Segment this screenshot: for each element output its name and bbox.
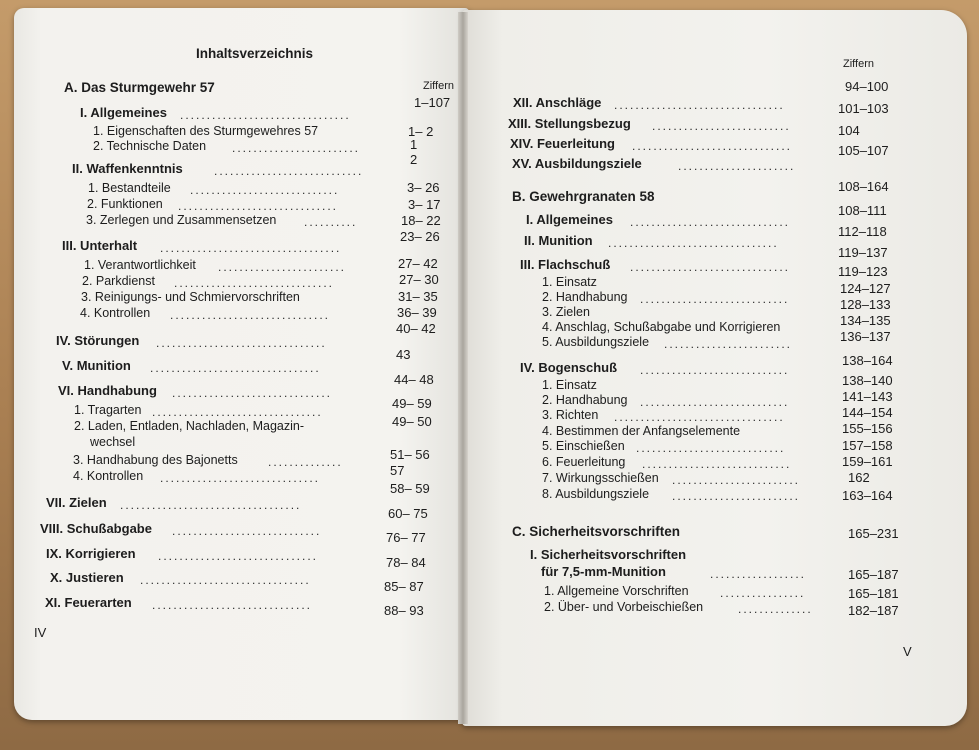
toc-num: 43	[396, 347, 411, 362]
leader-dots: ............................	[642, 457, 792, 471]
toc-num: 88– 93	[384, 603, 424, 618]
toc-num: 138–140	[842, 373, 893, 388]
toc-num: 94–100	[845, 79, 889, 94]
toc-num: 165–231	[848, 526, 899, 541]
toc-chapter: VII. Zielen	[46, 495, 107, 510]
toc-num: 18– 22	[401, 213, 441, 228]
toc-item: 5. Einschießen	[542, 439, 625, 453]
leader-dots: ............................	[640, 395, 790, 409]
toc-chapter: XII. Anschläge	[513, 95, 602, 110]
leader-dots: ................................	[608, 236, 779, 250]
leader-dots: ................................	[180, 108, 351, 122]
leader-dots: ........................	[218, 260, 347, 274]
leader-dots: ..........	[304, 215, 358, 229]
toc-num: 128–133	[840, 297, 891, 312]
toc-num: 163–164	[842, 488, 893, 503]
leader-dots: ............................	[640, 363, 790, 377]
leader-dots: ................................	[152, 405, 323, 419]
toc-num: 119–123	[838, 264, 888, 279]
toc-chapter: XV. Ausbildungsziele	[512, 156, 642, 171]
leader-dots: ................................	[614, 410, 785, 424]
book-spine	[458, 12, 468, 724]
toc-num: 162	[848, 470, 870, 485]
toc-item: 1. Allgemeine Vorschriften	[544, 584, 689, 598]
page-number-right: V	[903, 644, 912, 659]
toc-chapter: IV. Bogenschuß	[520, 360, 618, 375]
toc-num: 101–103	[838, 101, 889, 116]
leader-dots: ......................	[678, 159, 796, 173]
toc-num: 104	[838, 123, 860, 138]
toc-num: 3– 17	[408, 197, 441, 212]
leader-dots: ..............................	[170, 308, 331, 322]
toc-chapter: VIII. Schußabgabe	[40, 521, 152, 536]
toc-num: 1– 2	[408, 124, 434, 139]
leader-dots: ........................	[664, 337, 793, 351]
toc-num: 85– 87	[384, 579, 424, 594]
toc-num: 108–164	[838, 179, 889, 194]
toc-num: 165–187	[848, 567, 899, 582]
leader-dots: ..............................	[630, 215, 791, 229]
toc-item: 4. Kontrollen	[73, 469, 144, 483]
leader-dots: ..............	[738, 602, 813, 616]
toc-chapter: XI. Feuerarten	[45, 595, 132, 610]
leader-dots: ..............................	[172, 386, 333, 400]
toc-item: 2. Handhabung	[542, 393, 628, 407]
toc-num: 23– 26	[400, 229, 440, 244]
toc-chapter: III. Unterhalt	[62, 238, 138, 253]
toc-num: 182–187	[848, 603, 899, 618]
toc-num: 155–156	[842, 421, 893, 436]
leader-dots: ................................	[156, 336, 327, 350]
toc-num: 105–107	[838, 143, 889, 158]
leader-dots: ..............................	[160, 471, 321, 485]
toc-num: 108–111	[838, 203, 887, 218]
toc-num: 119–137	[838, 245, 888, 260]
toc-item: 3. Reinigungs- und Schmiervorschriften	[81, 290, 300, 304]
leader-dots: ..............................	[632, 139, 793, 153]
leader-dots: ........................	[672, 473, 801, 487]
toc-num: 124–127	[840, 281, 891, 296]
toc-item: 8. Ausbildungsziele	[542, 487, 650, 501]
toc-item: 5. Ausbildungsziele	[542, 335, 650, 349]
toc-item: 4. Bestimmen der Anfangselemente	[542, 424, 741, 438]
toc-num: 3– 26	[407, 180, 440, 195]
toc-num: 58– 59	[390, 481, 430, 496]
leader-dots: ............................	[636, 441, 786, 455]
toc-chapter: für 7,5-mm-Munition	[541, 564, 666, 579]
toc-item: 1. Bestandteile	[88, 181, 171, 195]
toc-chapter: II. Waffenkenntnis	[72, 161, 183, 176]
leader-dots: ............................	[172, 524, 322, 538]
page-number-left: IV	[34, 625, 47, 640]
leader-dots: ..................................	[120, 498, 302, 512]
ziffern-label-right: Ziffern	[843, 58, 874, 70]
toc-item: 3. Handhabung des Bajonetts	[73, 453, 238, 467]
toc-num: 112–118	[838, 224, 887, 239]
toc-item: 1. Verantwortlichkeit	[84, 258, 196, 272]
toc-num: 78– 84	[386, 555, 426, 570]
toc-num: 44– 48	[394, 372, 434, 387]
toc-item: wechsel	[90, 435, 136, 449]
toc-num: 27– 30	[399, 272, 439, 287]
toc-chapter: I. Allgemeines	[80, 105, 167, 120]
toc-section-b: B. Gewehrgranaten 58	[512, 189, 655, 204]
toc-chapter: I. Allgemeines	[526, 212, 613, 227]
toc-num: 165–181	[848, 586, 899, 601]
leader-dots: ..................................	[160, 241, 342, 255]
toc-num: 134–135	[840, 313, 891, 328]
toc-item: 6. Feuerleitung	[542, 455, 626, 469]
leader-dots: ................................	[150, 361, 321, 375]
toc-num: 138–164	[842, 353, 893, 368]
toc-num: 144–154	[842, 405, 893, 420]
leader-dots: ........................	[232, 141, 361, 155]
page-title: Inhaltsverzeichnis	[196, 46, 314, 61]
toc-num: 76– 77	[386, 530, 426, 545]
toc-num: 60– 75	[388, 506, 428, 521]
toc-item: 1. Tragarten	[74, 403, 142, 417]
leader-dots: ..................	[710, 567, 807, 581]
toc-num: 57	[390, 463, 405, 478]
ziffern-label-left: Ziffern	[423, 80, 454, 92]
toc-item: 3. Zerlegen und Zusammensetzen	[86, 213, 277, 227]
toc-num: 1–107	[414, 95, 451, 110]
leader-dots: ................................	[614, 98, 785, 112]
toc-item: 2. Funktionen	[87, 197, 163, 211]
toc-num: 2	[410, 152, 418, 167]
toc-item: 1. Eigenschaften des Sturmgewehres 57	[93, 124, 319, 138]
leader-dots: ..............	[268, 455, 343, 469]
leader-dots: ..............................	[158, 549, 319, 563]
leader-dots: ........................	[672, 489, 801, 503]
toc-chapter: VI. Handhabung	[58, 383, 157, 398]
toc-chapter: II. Munition	[524, 233, 593, 248]
toc-item: 2. Parkdienst	[82, 274, 155, 288]
toc-num: 136–137	[840, 329, 891, 344]
toc-item: 1. Einsatz	[542, 275, 597, 289]
toc-num: 31– 35	[398, 289, 438, 304]
toc-num: 49– 59	[392, 396, 432, 411]
toc-num: 51– 56	[390, 447, 430, 462]
leader-dots: ............................	[214, 164, 364, 178]
toc-num: 40– 42	[396, 321, 436, 336]
toc-item: 2. Laden, Entladen, Nachladen, Magazin-	[74, 419, 305, 433]
toc-chapter: XIV. Feuerleitung	[510, 136, 615, 151]
leader-dots: ..............................	[178, 199, 339, 213]
toc-num: 141–143	[842, 389, 893, 404]
toc-item: 4. Kontrollen	[80, 306, 151, 320]
leader-dots: ................	[720, 586, 806, 600]
toc-chapter: IV. Störungen	[56, 333, 140, 348]
toc-chapter: V. Munition	[62, 358, 131, 373]
toc-num: 27– 42	[398, 256, 438, 271]
toc-item: 2. Über- und Vorbeischießen	[544, 600, 704, 614]
toc-chapter: XIII. Stellungsbezug	[508, 116, 631, 131]
leader-dots: ..........................	[652, 119, 791, 133]
toc-item: 3. Richten	[542, 408, 599, 422]
toc-num: 157–158	[842, 438, 893, 453]
leader-dots: ............................	[640, 292, 790, 306]
toc-item: 2. Technische Daten	[93, 139, 207, 153]
leader-dots: ..............................	[152, 598, 313, 612]
leader-dots: ..............................	[174, 276, 335, 290]
toc-item: 7. Wirkungsschießen	[542, 471, 659, 485]
toc-item: 2. Handhabung	[542, 290, 628, 304]
toc-num: 1	[410, 137, 418, 152]
toc-item: 1. Einsatz	[542, 378, 597, 392]
toc-chapter: I. Sicherheitsvorschriften	[530, 547, 687, 562]
toc-section-a: A. Das Sturmgewehr 57	[64, 80, 215, 95]
leader-dots: ................................	[140, 573, 311, 587]
toc-num: 159–161	[842, 454, 893, 469]
leader-dots: ..............................	[630, 260, 791, 274]
toc-chapter: IX. Korrigieren	[46, 546, 136, 561]
toc-num: 36– 39	[397, 305, 437, 320]
toc-num: 49– 50	[392, 414, 432, 429]
toc-item: 3. Zielen	[542, 305, 590, 319]
toc-item: 4. Anschlag, Schußabgabe und Korrigieren	[542, 320, 781, 334]
toc-chapter: X. Justieren	[50, 570, 124, 585]
leader-dots: ............................	[190, 183, 340, 197]
toc-section-c: C. Sicherheitsvorschriften	[512, 524, 681, 539]
toc-chapter: III. Flachschuß	[520, 257, 611, 272]
